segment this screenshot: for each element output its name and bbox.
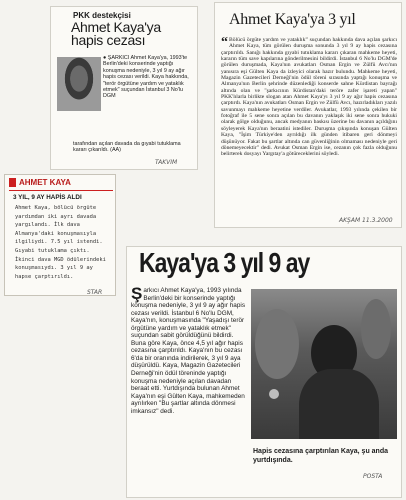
photo-caption: Hapis cezasına çarptırılan Kaya, şu anda yurtdışında.	[253, 448, 389, 464]
clipping-takvim	[50, 6, 198, 170]
microphone-icon	[269, 389, 279, 399]
section-tag	[5, 175, 116, 189]
source-note: STAR	[87, 289, 103, 296]
source-note: POSTA	[363, 473, 383, 480]
clipping-star	[4, 174, 116, 296]
concert-photo	[251, 289, 397, 439]
article-body-tail: tarafından açılan davada da gıyabi tutuklama kararı çıkarıldı. (AA)	[73, 141, 181, 154]
dropcap: Ş	[131, 284, 143, 303]
source-note: AKŞAM 11.3.2000	[339, 217, 393, 224]
background-figure	[255, 309, 299, 379]
headline: Ahmet Kaya'ya 3 yıl	[229, 11, 356, 28]
headline: Ahmet Kaya'ya hapis cezası	[71, 19, 161, 48]
divider	[9, 190, 113, 191]
tag-label: AHMET KAYA	[19, 178, 71, 187]
article-text: Bölücü örgüte yardım ve yataklık” suçundan hakkında dava açılan şarkıcı Ahmet Kaya, tüm görülen duruşma sonunda 3 yıl 9 ay hapis cezasına çarptırıldı. Sanığı hakkında gıyabi tutuklama kararı çıkaran mahkeme heyeti, kararın tüm save kapılarına gönderilmesini bildirdi. İstanbul 6 No'lu DGM'de görülen duruşmada, Kaya'nın avukatları Osman Ergin ve Zülfü Avcı'nın yanısıra eşi Gülten Kaya da izleyici olarak hazır bulundu. Mahkeme heyeti, Magazin Gazetecileri Derneği'nin ödül töreni sırasında yaptığı konuşma ve Almanya'nın Berlin şehrinde düzenlediği konserde sahne Kürdistan bayrağı altında olan ve "şarkıcının Kürdistan'daki teröre zafer işareti yapan" PKK'lılarla birlikte slogan atan Ahmet Kaya'yı 3 yıl 9 ay ağır hapis cezasına çarptırdı. Kaya'nın avukatları Osman Ergin ve Zülfü Avcı, hazırladıkları yazılı savunmayı mahkeme heyetine verdiler. Avukatlar, 1993 yılında çekilen bir fotoğraf ile 5 sene sonra açılan bu davanın yaklaşık iki sene sonra hukuki olarak gölge olduğunu, ancak medyanın baskısı üzerine bu davanın açıldığını söyleyerek Kaya'nın beraatini istediler. Duruşma çıkışında konuşan Gülten Kaya, "İşim Türkiye'den ayrıldığı ilk günden itibaren geri dönmeyi düşünüyor. Fakat bu şartlar altında can güvenliğinin olmaması nedeniyle geri dönemeyecektir" dedi. Avukat Osman Ergin ise, cezanın çok fazla olduğunu belirterek dosyayı Yargıtay'a götüreceklerini söyledi.	[221, 37, 397, 158]
article-body	[131, 284, 247, 415]
clipping-aksam	[214, 2, 402, 228]
kicker: PKK destekçisi	[73, 11, 131, 20]
background-figure	[361, 299, 391, 359]
source-note: TAKVIM	[155, 159, 178, 166]
article-text: arkıcı Ahmet Kaya'ya, 1993 yılında Berlin'deki bir konserinde yaptığı konuşma nedeniyle, 3 yıl 9 ay ağır hapis cezası verildi. İstanbul 6 No'lu DGM, Kaya'nın, konuşmasında "Yaşadışı terör örgütüne yardım ve yataklık etmek" suçundan sabit görüldüğünü bildirdi. Buna göre Kaya, önce 4,5 yıl ağır hapis cezasına çarptırıldı. Kaya'nın bu cezası 6'da bir oranında indirilerek, 3 yıl 9 aya düşürüldü. Kaya, Magazin Gazetecileri Derneği'nin ödül töreninde yaptığı konuşma nedeniyle açılan davadan beraat etti. Yurtdışında bulunan Ahmet Kaya'nın eşi Gülten Kaya, mahkemeden ayrılırken "Bu şartlar altında dönmesi imkansız" dedi.	[131, 287, 246, 415]
clipping-posta	[126, 246, 402, 498]
portrait-photo	[57, 57, 101, 111]
article-body: Ahmet Kaya, bölücü örgüte yardımdan iki ayrı davada yargılandı. İlk dava Almanya'daki konuşmasıyla ilgiliydi. 7.5 yıl istendi. Gıyabi tutuklama çıktı. İkinci dava MGD ödülerindeki konuşmasıydı. 3 yıl 9 ay hapse çarptırıldı.	[15, 205, 106, 280]
headline: Kaya'ya 3 yıl 9 ay	[139, 247, 310, 278]
article-body	[221, 37, 397, 158]
subheadline: 3 YIL, 9 AY HAPİS ALDI	[13, 194, 82, 201]
dropcap: “	[221, 35, 228, 50]
red-bar-icon	[9, 178, 16, 187]
article-body: ● ŞARKICI Ahmet Kaya'ya, 1993'te Berlin'deki konserinde yaptığı konuşma nedeniyle, 3 yıl 9 ay ağır hapis cezası verildi. Kaya hakkında, "terör örgütüne yardım ve yataklık etmek" suçundan İstanbul 3 No'lu DGM	[103, 55, 189, 100]
singer-body	[299, 369, 379, 439]
